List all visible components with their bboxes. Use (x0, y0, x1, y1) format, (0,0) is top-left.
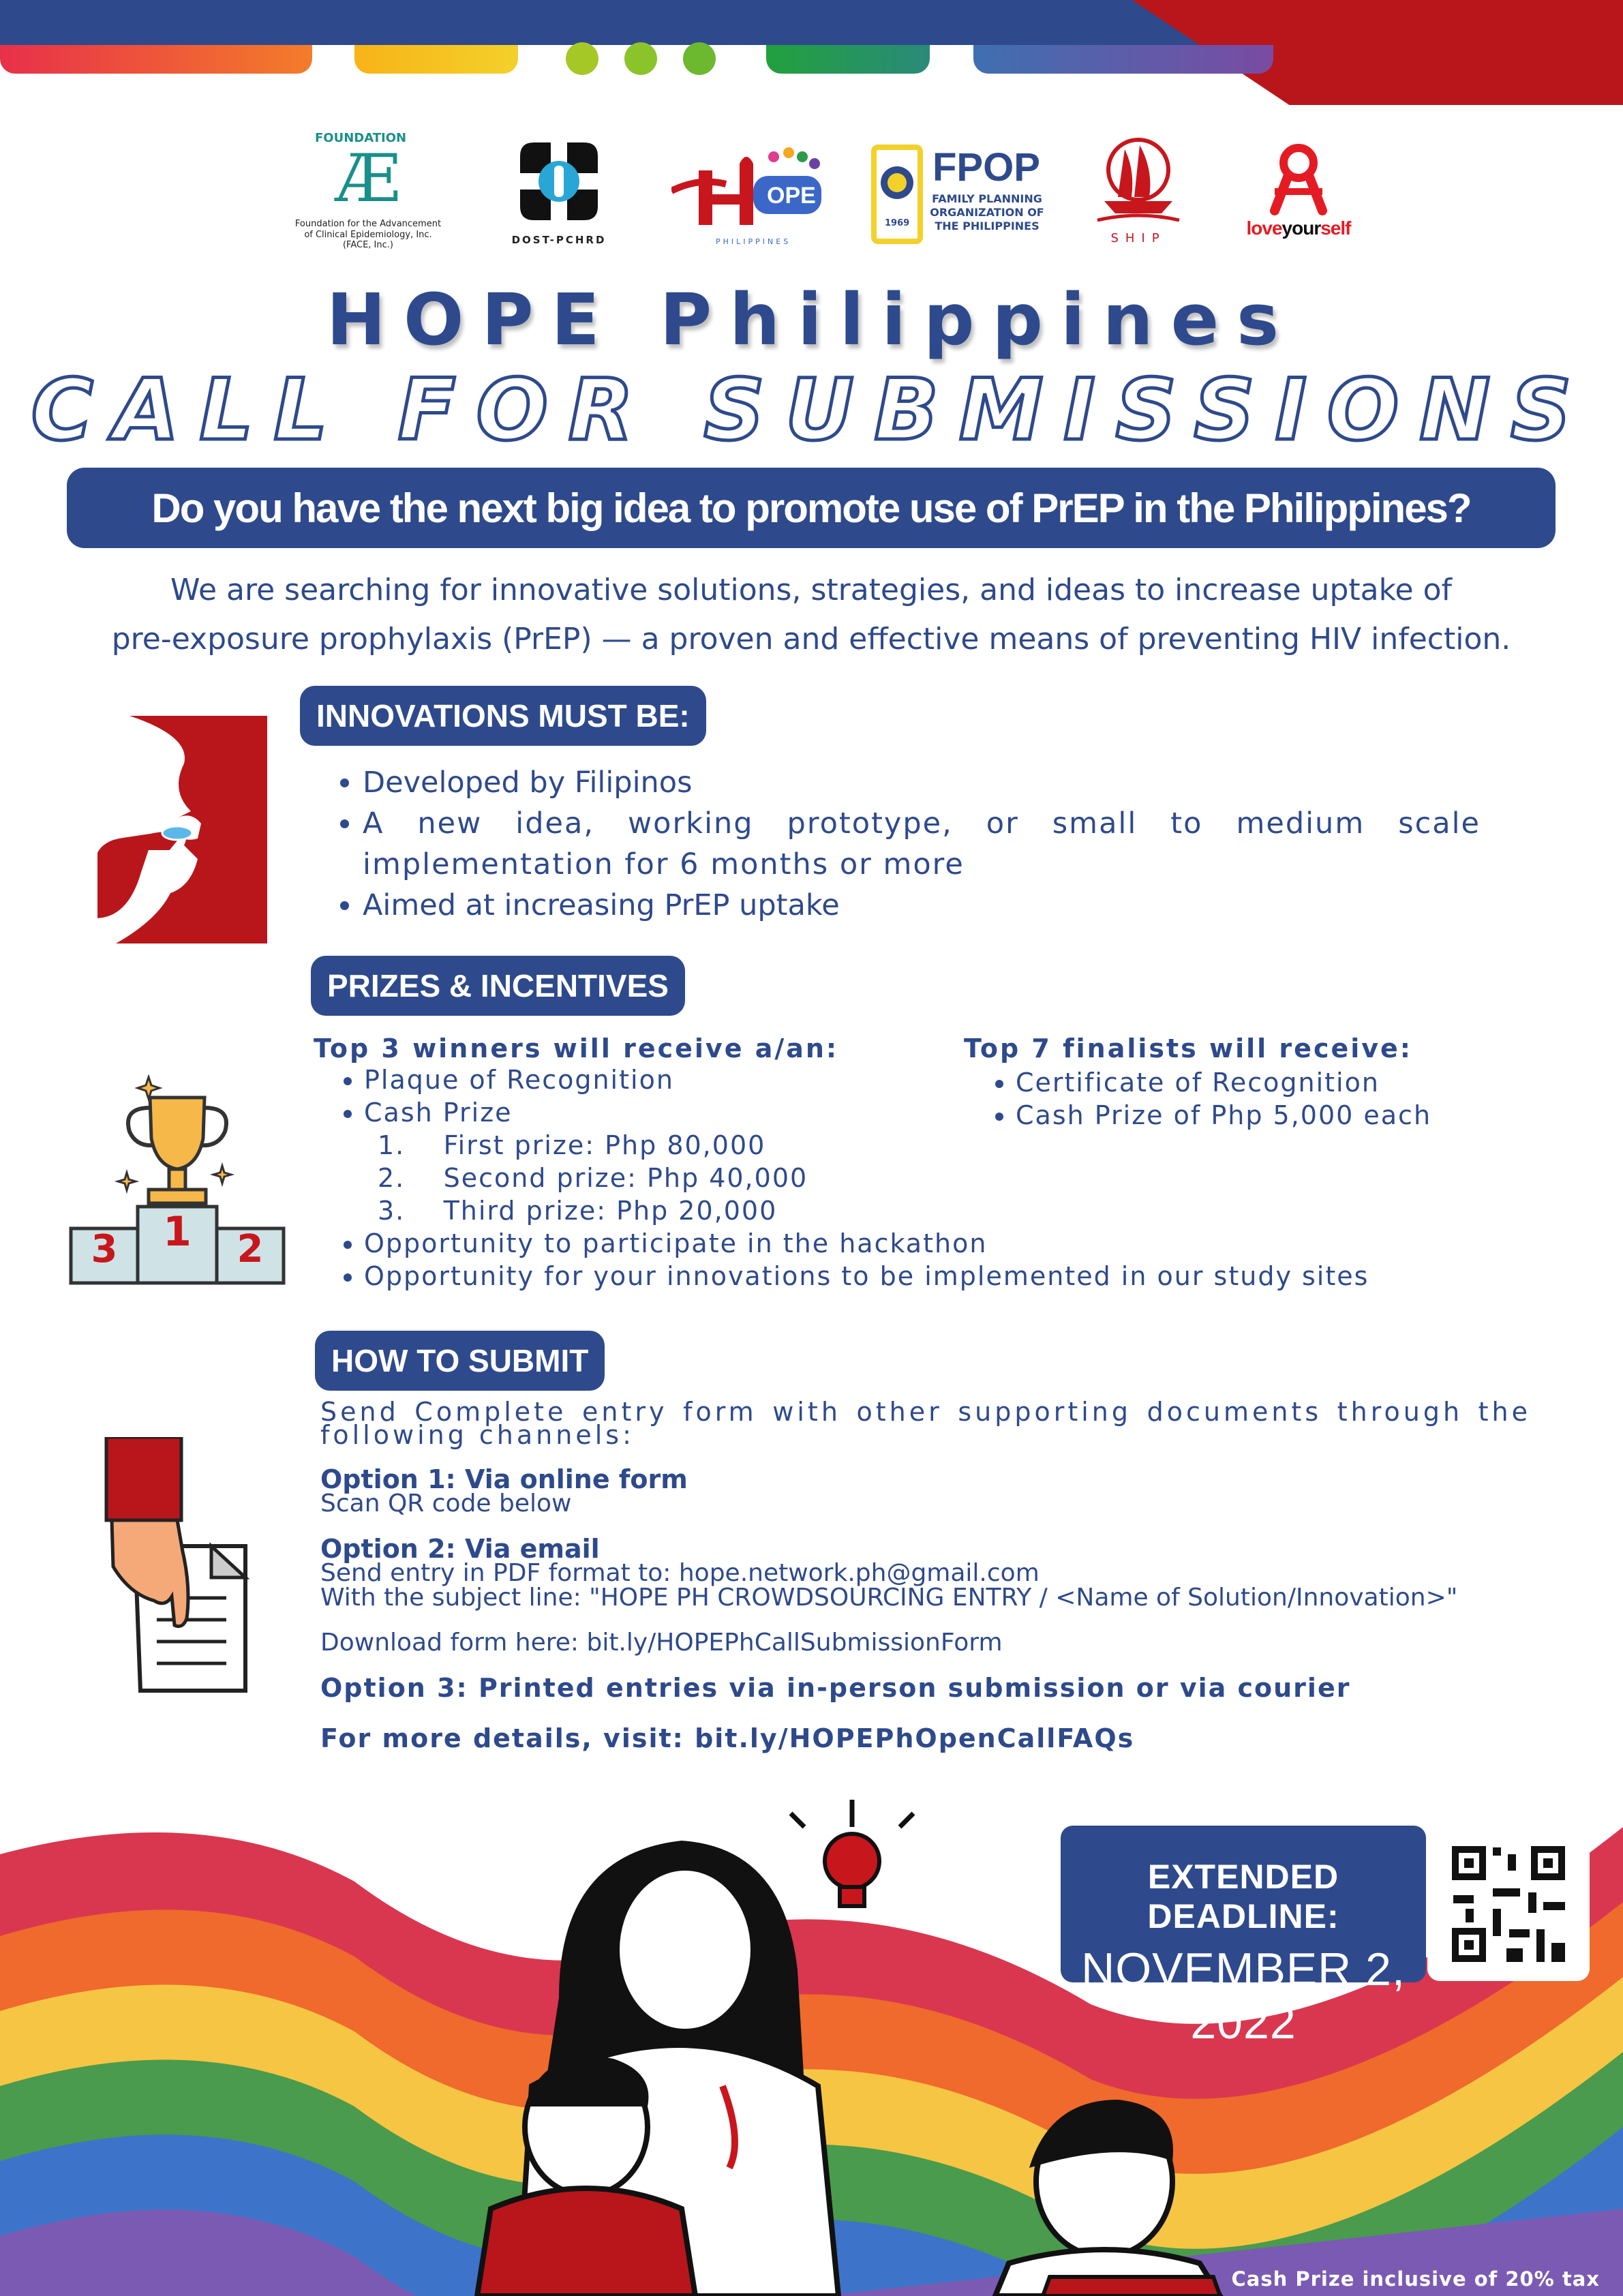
qr-code-card[interactable] (1427, 1827, 1590, 1981)
top3-heading: Top 3 winners will receive a/an: (314, 1033, 839, 1063)
dost-pchrd-logo (504, 123, 613, 259)
option2-subject: With the subject line: "HOPE PH CROWDSOURCING ENTRY / <Name of Solution/Innovation>" (320, 1584, 1458, 1612)
ly-suffix: self (1320, 217, 1351, 239)
loveyourself-logo (1220, 123, 1377, 259)
ly-mid: your (1281, 217, 1321, 239)
face-logo-header: FOUNDATION (315, 131, 407, 146)
innovations-heading: INNOVATIONS MUST BE: (300, 686, 706, 746)
list-item: 3. Third prize: Php 20,000 (378, 1196, 778, 1226)
cash-prize-list (314, 1129, 995, 1227)
stripe-yellow (354, 45, 518, 74)
hope-philippines-logo (668, 123, 832, 259)
face-logo (286, 123, 450, 259)
option2-email[interactable]: Send entry in PDF format to: hope.network.ph@gmail.com (320, 1559, 1040, 1587)
fpop-emblem-icon (870, 145, 924, 244)
ae-logo-icon (314, 145, 423, 213)
intro-line-2: pre-exposure prophylaxis (PrEP) — a proven and effective means of preventing HIV infection. (111, 622, 1511, 656)
stripe-dot (624, 42, 657, 75)
face-logo-caption: Foundation for the Advancement of Clinical Epidemiology, Inc. (FACE, Inc.) (294, 219, 442, 251)
loveyourself-wordmark (1247, 217, 1351, 239)
hope-logo-caption: PHILIPPINES (716, 237, 791, 246)
dost-caption: DOST-PCHRD (511, 234, 607, 246)
top7-block (964, 1033, 1482, 1132)
innovations-list (323, 762, 1481, 926)
list-item: • Cash Prize (364, 1096, 995, 1129)
loveyourself-ribbon-icon (1264, 142, 1333, 217)
fpop-caption: FAMILY PLANNING ORGANIZATION OF THE PHILIPPINES (930, 192, 1044, 232)
top7-heading: Top 7 finalists will receive: (964, 1033, 1413, 1063)
list-item: • A new idea, working prototype, or small to medium scale implementation for 6 months or more (363, 803, 1481, 885)
list-item: • Opportunity for your innovations to be implemented in our study sites (364, 1260, 1523, 1293)
document-hand-icon (102, 1437, 252, 1696)
option3-title: Option 3: Printed entries via in-person submission or via courier (320, 1673, 1351, 1703)
prizes-heading: PRIZES & INCENTIVES (311, 956, 685, 1016)
top3-list (314, 1063, 995, 1129)
option1-title: Option 1: Via online form (320, 1464, 688, 1494)
top7-list (964, 1066, 1482, 1132)
fpop-logo (870, 145, 1047, 247)
option2-title: Option 2: Via email (320, 1534, 600, 1564)
page-subtitle: CALL FOR SUBMISSIONS (31, 361, 1592, 459)
fpop-title: FPOP (932, 145, 1040, 190)
opportunities-list (314, 1227, 1523, 1293)
deadline-card (1061, 1826, 1426, 2049)
page-title: HOPE Philippines (326, 278, 1297, 361)
list-item: • Developed by Filipinos (363, 762, 1481, 803)
intro-text (82, 566, 1541, 664)
deadline-date: NOVEMBER 2, 2022 (1081, 1944, 1406, 2049)
podium-second-label: 2 (237, 1227, 264, 1271)
download-form-link[interactable]: Download form here: bit.ly/HOPEPhCallSubmissionForm (320, 1629, 1003, 1657)
question-banner: Do you have the next big idea to promote use of PrEP in the Philippines? (67, 468, 1556, 548)
option1-text: Scan QR code below (320, 1490, 572, 1517)
podium-first-label: 1 (163, 1208, 192, 1256)
submit-content (320, 1397, 1531, 1753)
podium-third-label: 3 (91, 1227, 118, 1271)
list-item: • Opportunity to participate in the hackathon (364, 1227, 1523, 1260)
fpop-year: 1969 (885, 218, 910, 228)
list-item: 2. Second prize: Php 40,000 (378, 1163, 808, 1193)
tax-footnote: Cash Prize inclusive of 20% tax (1231, 2267, 1600, 2291)
stripe-dot (566, 42, 598, 75)
submit-heading: HOW TO SUBMIT (315, 1331, 605, 1391)
list-item: 1. First prize: Php 80,000 (378, 1130, 766, 1160)
submit-intro: Send Complete entry form with other supporting documents through the following channels: (320, 1397, 1531, 1450)
stripe-green (766, 45, 930, 74)
stripe-red-orange (0, 45, 312, 74)
dost-emblem-icon (513, 136, 605, 227)
deadline-label: EXTENDED DEADLINE: (1147, 1858, 1339, 1935)
stripe-blue-purple (973, 45, 1273, 74)
stripe-dot (683, 42, 716, 75)
faq-link[interactable]: For more details, visit: bit.ly/HOPEPhOpenCallFAQs (320, 1723, 1135, 1753)
ship-logo (1077, 123, 1200, 259)
hope-logo-word: OPE (767, 183, 816, 209)
list-item: • Certificate of Recognition (1016, 1066, 1482, 1099)
list-item: • Cash Prize of Php 5,000 each (1016, 1099, 1482, 1132)
qr-code-icon (1427, 1827, 1590, 1981)
intro-line-1: We are searching for innovative solutions, strategies, and ideas to increase uptake of (170, 573, 1452, 607)
list-item: • Plaque of Recognition (364, 1063, 995, 1096)
ship-sailboat-icon (1091, 136, 1186, 231)
list-item: • Aimed at increasing PrEP uptake (363, 885, 1481, 926)
svg-text:Æ: Æ (335, 145, 401, 214)
ship-caption: SHIP (1110, 231, 1166, 246)
prep-pill-illustration-icon (89, 716, 273, 948)
ly-prefix: love (1246, 217, 1282, 239)
